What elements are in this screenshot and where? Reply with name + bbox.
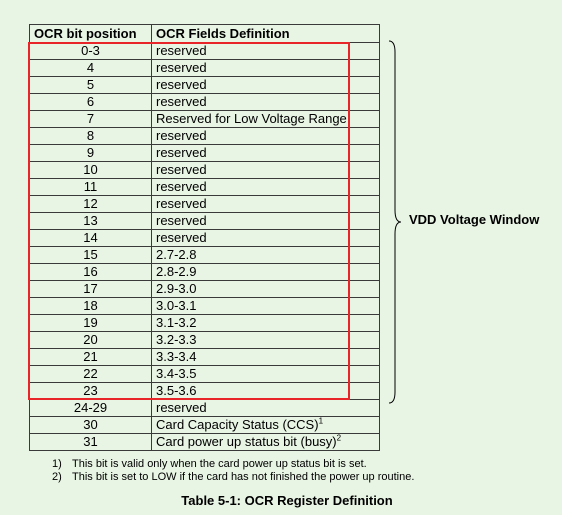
- field-definition-text: reserved: [156, 196, 207, 211]
- field-definition-text: Card power up status bit (busy): [156, 434, 337, 449]
- bit-position-cell: 17: [30, 281, 152, 298]
- field-definition-text: 3.5-3.6: [156, 383, 197, 398]
- field-definition-text: reserved: [156, 128, 207, 143]
- field-definition-text: 2.8-2.9: [156, 264, 197, 279]
- bit-position-cell: 22: [30, 366, 152, 383]
- field-definition-text: 3.3-3.4: [156, 349, 197, 364]
- field-definition-text: 2.9-3.0: [156, 281, 197, 296]
- field-definition-cell: [152, 213, 380, 230]
- table-row: [30, 349, 380, 366]
- field-definition-cell: [152, 94, 380, 111]
- field-definition-text: 3.1-3.2: [156, 315, 197, 330]
- header-fields-definition: OCR Fields Definition: [152, 25, 380, 43]
- footnote-1: [52, 458, 414, 471]
- table-row: [30, 247, 380, 264]
- table-row: [30, 128, 380, 145]
- bit-position-cell: 24-29: [30, 400, 152, 417]
- bit-position-cell: 14: [30, 230, 152, 247]
- bit-position-cell: 12: [30, 196, 152, 213]
- table-row: [30, 417, 380, 434]
- bit-position-cell: 23: [30, 383, 152, 400]
- table-row: [30, 196, 380, 213]
- bit-position-cell: 15: [30, 247, 152, 264]
- table-body: [30, 43, 380, 451]
- table-row: [30, 366, 380, 383]
- field-definition-cell: [152, 281, 380, 298]
- table-row: [30, 213, 380, 230]
- table-row: [30, 111, 380, 128]
- table-caption: Table 5-1: OCR Register Definition: [181, 493, 393, 508]
- bit-position-cell: 16: [30, 264, 152, 281]
- field-definition-text: reserved: [156, 60, 207, 75]
- bit-position-cell: 10: [30, 162, 152, 179]
- field-definition-text: reserved: [156, 145, 207, 160]
- field-definition-cell: [152, 298, 380, 315]
- field-definition-text: reserved: [156, 179, 207, 194]
- field-definition-cell: [152, 332, 380, 349]
- field-definition-cell: [152, 383, 380, 400]
- field-definition-text: reserved: [156, 77, 207, 92]
- field-definition-cell: [152, 417, 380, 434]
- field-definition-cell: [152, 145, 380, 162]
- field-definition-cell: [152, 247, 380, 264]
- bit-position-cell: 11: [30, 179, 152, 196]
- field-definition-text: reserved: [156, 43, 207, 58]
- field-definition-text: reserved: [156, 213, 207, 228]
- field-definition-text: reserved: [156, 230, 207, 245]
- header-bit-position: OCR bit position: [30, 25, 152, 43]
- table-row: [30, 230, 380, 247]
- field-definition-cell: [152, 60, 380, 77]
- bit-position-cell: 8: [30, 128, 152, 145]
- field-definition-cell: [152, 315, 380, 332]
- bit-position-cell: 0-3: [30, 43, 152, 60]
- field-definition-cell: [152, 43, 380, 60]
- table-header-row: [30, 25, 380, 43]
- field-definition-text: reserved: [156, 94, 207, 109]
- table-row: [30, 383, 380, 400]
- field-definition-text: 2.7-2.8: [156, 247, 197, 262]
- field-definition-text: reserved: [156, 400, 207, 415]
- table-row: [30, 43, 380, 60]
- footnote-2: [52, 471, 414, 484]
- table-row: [30, 434, 380, 451]
- bit-position-cell: 6: [30, 94, 152, 111]
- bit-position-cell: 21: [30, 349, 152, 366]
- bit-position-cell: 30: [30, 417, 152, 434]
- ocr-register-table: [29, 24, 380, 451]
- field-definition-text: 3.4-3.5: [156, 366, 197, 381]
- field-definition-cell: [152, 264, 380, 281]
- bit-position-cell: 31: [30, 434, 152, 451]
- field-definition-cell: [152, 400, 380, 417]
- table-row: [30, 179, 380, 196]
- table-row: [30, 298, 380, 315]
- footnote-text: This bit is set to LOW if the card has not finished the power up routine.: [72, 471, 415, 483]
- bit-position-cell: 20: [30, 332, 152, 349]
- footnotes: [52, 458, 414, 484]
- footnote-number: 1): [52, 458, 62, 470]
- table-row: [30, 315, 380, 332]
- field-definition-text: 3.0-3.1: [156, 298, 197, 313]
- field-definition-cell: [152, 77, 380, 94]
- field-definition-cell: [152, 366, 380, 383]
- field-definition-cell: [152, 349, 380, 366]
- table-row: [30, 162, 380, 179]
- field-definition-cell: [152, 196, 380, 213]
- footnote-text: This bit is valid only when the card power up status bit is set.: [72, 458, 367, 470]
- table-row: [30, 60, 380, 77]
- bit-position-cell: 4: [30, 60, 152, 77]
- footnote-marker: 2: [336, 433, 342, 443]
- table-row: [30, 94, 380, 111]
- field-definition-cell: [152, 162, 380, 179]
- bit-position-cell: 9: [30, 145, 152, 162]
- footnote-number: 2): [52, 471, 62, 483]
- table-row: [30, 332, 380, 349]
- right-brace-icon: [388, 40, 402, 404]
- bit-position-cell: 13: [30, 213, 152, 230]
- table-row: [30, 400, 380, 417]
- field-definition-cell: [152, 111, 380, 128]
- field-definition-text: reserved: [156, 162, 207, 177]
- bit-position-cell: 5: [30, 77, 152, 94]
- field-definition-cell: [152, 434, 380, 451]
- footnote-marker: 1: [318, 416, 324, 426]
- field-definition-text: Card Capacity Status (CCS): [156, 417, 319, 432]
- table-row: [30, 264, 380, 281]
- bit-position-cell: 7: [30, 111, 152, 128]
- table-row: [30, 77, 380, 94]
- vdd-voltage-window-label: VDD Voltage Window: [409, 212, 540, 227]
- table-row: [30, 281, 380, 298]
- bit-position-cell: 18: [30, 298, 152, 315]
- field-definition-cell: [152, 230, 380, 247]
- bit-position-cell: 19: [30, 315, 152, 332]
- field-definition-cell: [152, 179, 380, 196]
- field-definition-text: 3.2-3.3: [156, 332, 197, 347]
- field-definition-text: Reserved for Low Voltage Range: [156, 111, 347, 126]
- field-definition-cell: [152, 128, 380, 145]
- table-row: [30, 145, 380, 162]
